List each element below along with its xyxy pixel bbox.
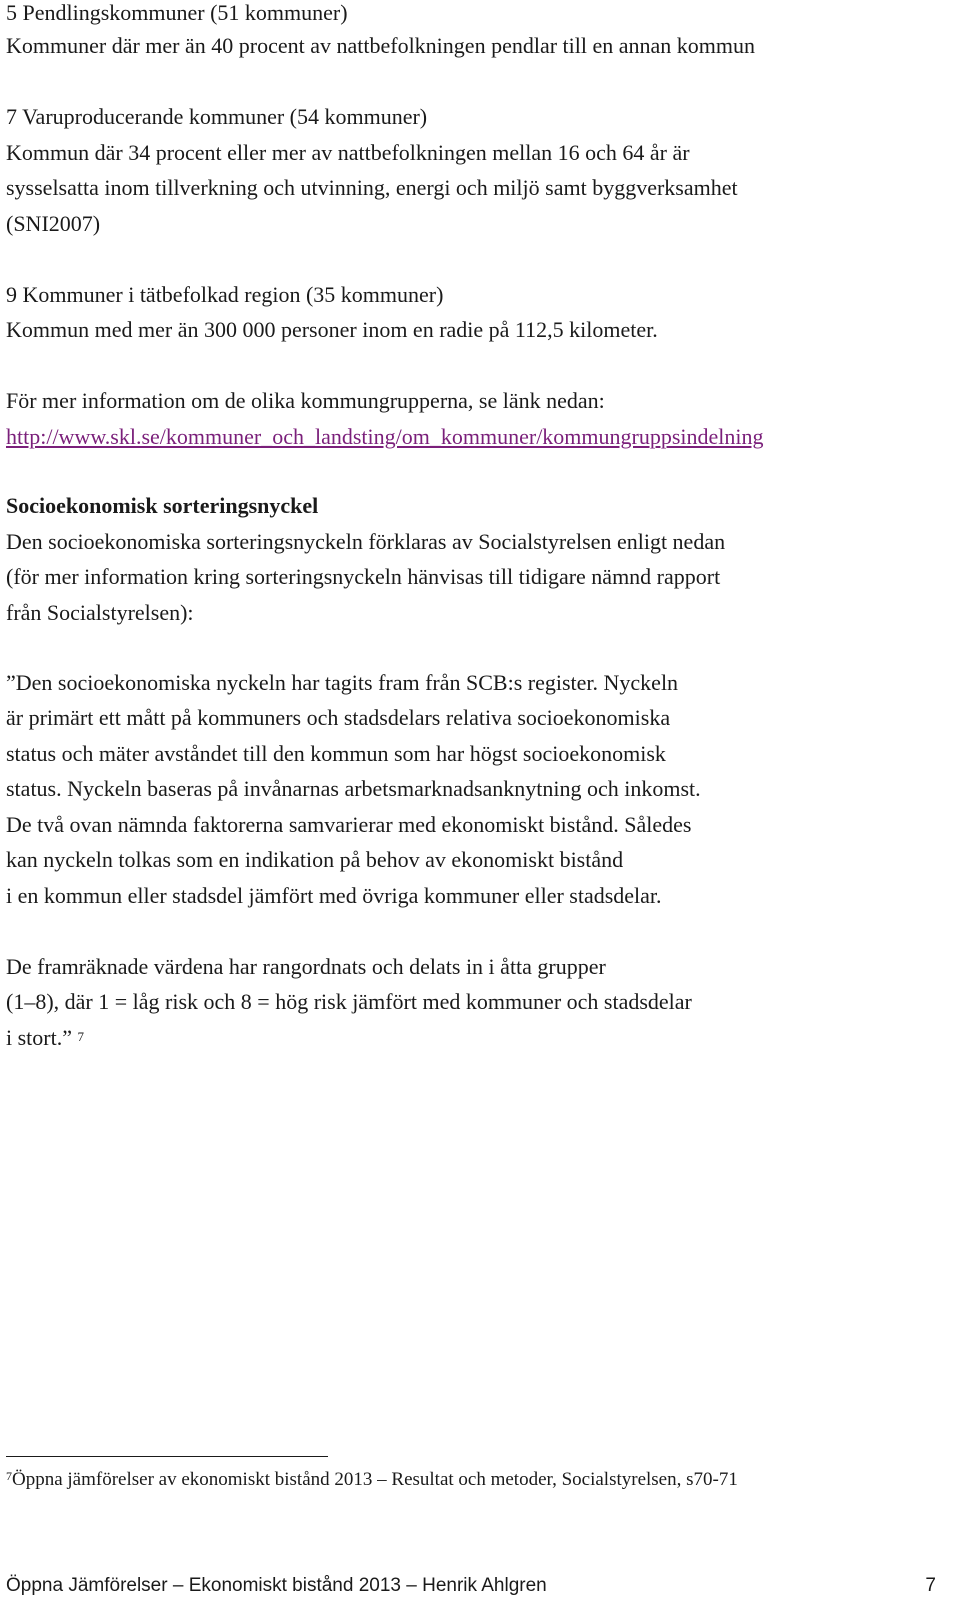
footnote-reference[interactable]: 7	[77, 1029, 84, 1044]
section-7-line-2: sysselsatta inom tillverkning och utvinning, energi och miljö samt byggverksamhet	[6, 175, 738, 200]
kommungrupp-link[interactable]: http://www.skl.se/kommuner_och_landsting/om_kommuner/kommungruppsindelning	[6, 424, 764, 449]
page-number: 7	[925, 1575, 936, 1596]
footer-text: Öppna Jämförelser – Ekonomiskt bistånd 2013 – Henrik Ahlgren	[6, 1575, 547, 1596]
section-9-heading: 9 Kommuner i tätbefolkad region (35 kommuner)	[6, 282, 444, 307]
section-5-heading: 5 Pendlingskommuner (51 kommuner)	[6, 0, 348, 25]
footnote-text: Öppna jämförelser av ekonomiskt bistånd 2013 – Resultat och metoder, Socialstyrelsen, s70-71	[12, 1469, 738, 1490]
quote-line-2: är primärt ett mått på kommuners och stadsdelars relativa socioekonomiska	[6, 705, 671, 730]
quote-p2-line-3	[6, 1025, 84, 1054]
kommungrupp-link-line	[6, 424, 764, 450]
quote-line-4: status. Nyckeln baseras på invånarnas arbetsmarknadsanknytning och inkomst.	[6, 776, 701, 801]
footnote	[6, 1468, 738, 1493]
section-7-heading: 7 Varuproducerande kommuner (54 kommuner)	[6, 104, 428, 129]
footnote-number: 7	[6, 1469, 12, 1483]
quote-p2-line-3-text: i stort.”	[6, 1025, 72, 1050]
quote-line-1: ”Den socioekonomiska nyckeln har tagits fram från SCB:s register. Nyckeln	[6, 670, 679, 695]
socio-line-1: Den socioekonomiska sorteringsnyckeln förklaras av Socialstyrelsen enligt nedan	[6, 529, 726, 554]
quote-p2-line-2: (1–8), där 1 = låg risk och 8 = hög risk jämfört med kommuner och stadsdelar	[6, 989, 692, 1014]
socio-line-2: (för mer information kring sorteringsnyckeln hänvisas till tidigare nämnd rapport	[6, 564, 721, 589]
section-7-line-1: Kommun där 34 procent eller mer av nattbefolkningen mellan 16 och 64 år är	[6, 140, 690, 165]
quote-line-7: i en kommun eller stadsdel jämfört med övriga kommuner eller stadsdelar.	[6, 883, 662, 908]
socio-heading: Socioekonomisk sorteringsnyckel	[6, 493, 319, 518]
quote-line-5: De två ovan nämnda faktorerna samvarierar med ekonomiskt bistånd. Således	[6, 812, 692, 837]
quote-line-6: kan nyckeln tolkas som en indikation på behov av ekonomiskt bistånd	[6, 847, 624, 872]
more-info-text: För mer information om de olika kommungrupperna, se länk nedan:	[6, 388, 605, 413]
quote-line-3: status och mäter avståndet till den kommun som har högst socioekonomisk	[6, 741, 666, 766]
socio-line-3: från Socialstyrelsen):	[6, 600, 194, 625]
footnote-divider	[6, 1456, 328, 1457]
section-9-text: Kommun med mer än 300 000 personer inom en radie på 112,5 kilometer.	[6, 317, 658, 342]
section-7-line-3: (SNI2007)	[6, 211, 101, 236]
quote-p2-line-1: De framräknade värdena har rangordnats och delats in i åtta grupper	[6, 954, 606, 979]
page-footer	[6, 1574, 936, 1598]
section-5-text: Kommuner där mer än 40 procent av nattbefolkningen pendlar till en annan kommun	[6, 33, 755, 58]
